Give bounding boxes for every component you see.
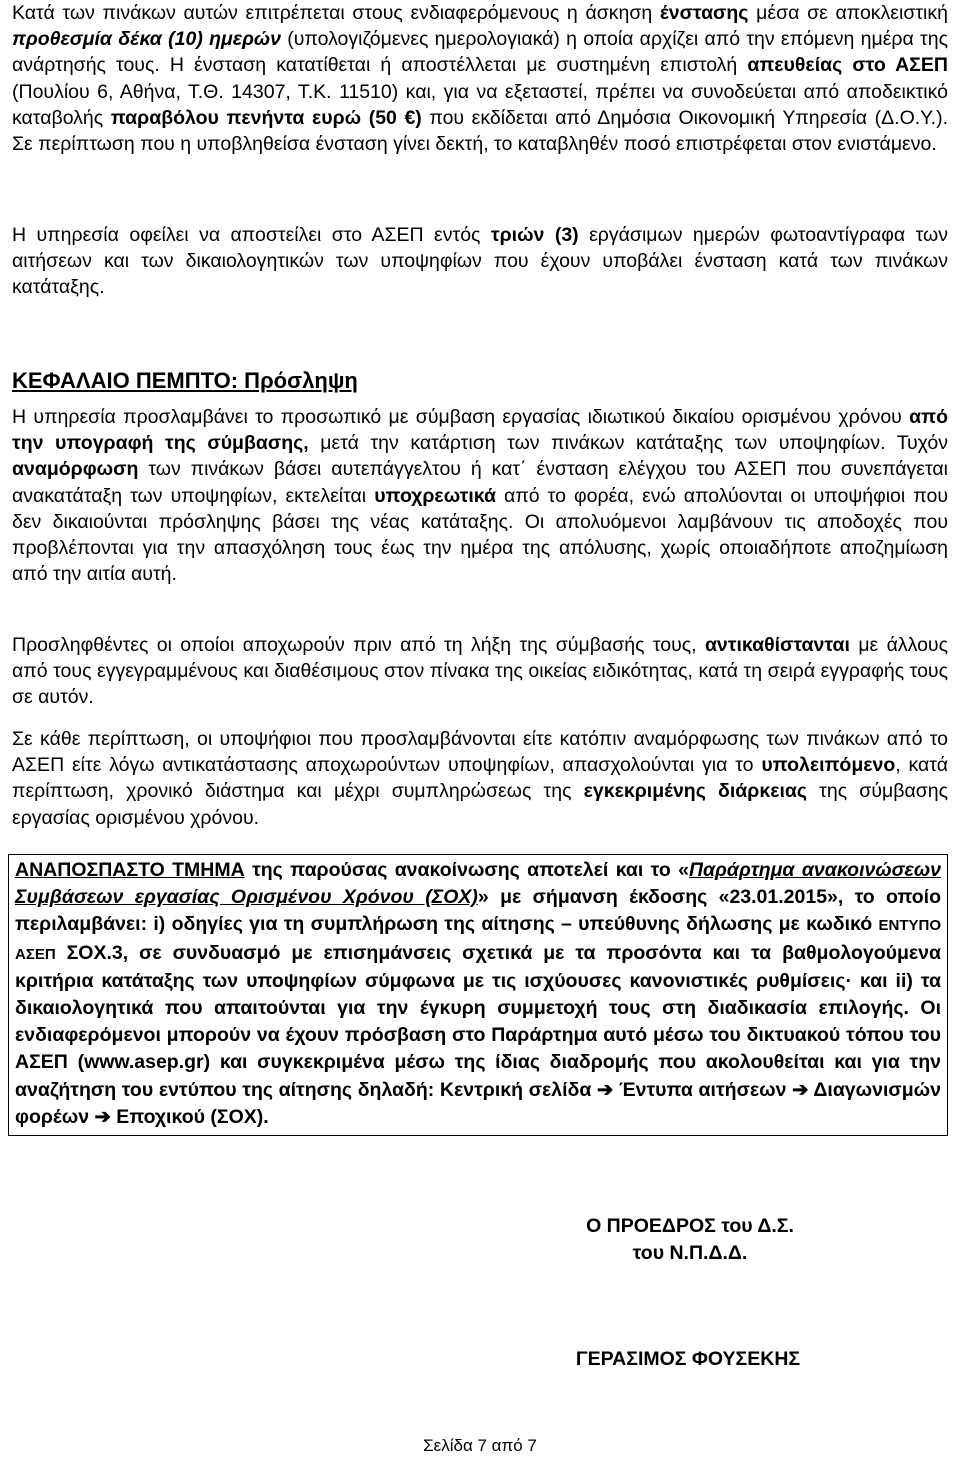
signature-entity: του Ν.Π.Δ.Δ.: [632, 1242, 748, 1264]
text-run: Η υπηρεσία οφείλει να αποστείλει στο ΑΣΕΠ εντός: [12, 224, 491, 246]
signature-title: Ο ΠΡΟΕΔΡΟΣ του Δ.Σ.: [586, 1215, 794, 1237]
text-run: εργάσιμων ημερών φωτοαντίγραφα των αιτήσεων και των δικαιολογητικών των υποψηφίων που έχουν υποβάλει ένσταση κατά των πινάκων κατάταξης.: [12, 224, 949, 299]
duration-paragraph: [12, 726, 948, 831]
form-code-text: ΕΝΤΥΠΟ ΑΣΕΠ: [15, 917, 941, 963]
text-run: μετά την κατάρτιση των πινάκων κατάταξης των υποψηφίων. Τυχόν: [308, 432, 948, 455]
text-run: Διαγωνισμών φορέων: [15, 1078, 941, 1128]
bold-text: αντικαθίστανται: [704, 634, 850, 656]
arrow-right-icon: ➔: [597, 1078, 614, 1101]
underlined-text: ΑΝΑΠΟΣΠΑΣΤΟ ΤΜΗΜΑ: [15, 859, 245, 881]
chapter-heading: ΚΕΦΑΛΑΙΟ ΠΕΜΠΤΟ: Πρόσληψη: [12, 368, 358, 393]
text-run: (Πουλίου 6, Αθήνα, Τ.Θ. 14307, Τ.Κ. 11510) και, για να εξεταστεί, πρέπει να συνοδεύεται από αποδεικτικό καταβολής: [12, 80, 948, 129]
text-run: , κατά περίπτωση, χρονικό διάστημα και μέχρι συμπληρώσεως της: [12, 754, 948, 803]
text-run: Σε κάθε περίπτωση, οι υποψήφιοι που προσλαμβάνονται είτε κατόπιν αναμόρφωσης των πινάκων από το ΑΣΕΠ είτε λόγω αντικατάστασης αποχωρούντων υποψηφίων, απασχολούνται για το: [12, 728, 948, 777]
text-run: από το φορέα, ενώ απολύονται οι υποψήφιοι που δεν δικαιούνται πρόσληψης βάσει της νέας κατάταξης. Οι απολυόμενοι λαμβάνουν τις αποδοχές που προβλέπονται για την απασχόληση τους έως την ημέρα της απόλυσης, χωρίς οποιαδήποτε αποζημίωση από την αιτία αυτή.: [12, 484, 948, 586]
bold-text: υπολειπόμενο: [761, 754, 896, 777]
text-run: Κατά των πινάκων αυτών επιτρέπεται στους ενδιαφερόμενους η άσκηση: [12, 2, 660, 24]
service-obligation-paragraph: [12, 222, 948, 301]
replacement-paragraph: [12, 632, 948, 711]
bold-text: τριών (3): [490, 224, 579, 246]
text-run: της παρούσας ανακοίνωσης αποτελεί και το «: [244, 859, 689, 881]
text-run: Έντυπα αιτήσεων: [613, 1078, 793, 1101]
bold-text: από την υπογραφή της σύμβασης,: [12, 406, 948, 455]
text-run: Προσληφθέντες οι οποίοι αποχωρούν πριν από τη λήξη της σύμβασής τους,: [12, 634, 705, 656]
bold-text: αναμόρφωση: [12, 458, 139, 481]
hiring-paragraph: [12, 404, 948, 587]
annex-notice-box: [8, 854, 948, 1136]
bold-text: παραβόλου πενήντα ευρώ (50 €): [110, 106, 422, 129]
text-run: ΣΟΧ.3, σε συνδυασμό με επισημάνσεις σχετικά με τα προσόντα και τα βαθμολογούμενα κριτήρια κατάταξης των υποψηφίων σύμφωνα με τις ισχύουσες κανονιστικές ρυθμίσεις· και ii) τα δικαιολογητικά που απαιτούνται για την έγκυρη συμμετοχή τους στη διαδικασία επιλογής. Οι ενδιαφερόμενοι μπορούν να έχουν πρόσβαση στο Παράρτημα αυτό μέσω του δικτυακού τόπου του ΑΣΕΠ (www.asep.gr) και συγκεκριμένα μέσω της ίδιας διαδρομής που ακολουθείται και για την αναζήτηση του εντύπου της αίτησης δηλαδή: Κεντρική σελίδα: [15, 941, 941, 1101]
bold-text: ένστασης: [659, 2, 749, 24]
annex-title-text: Παράρτημα ανακοινώσεων Συμβάσεων εργασίας Ορισμένου Χρόνου (ΣΟΧ): [15, 859, 941, 909]
text-run: Εποχικού (ΣΟΧ).: [110, 1105, 269, 1128]
signature-name: ΓΕΡΑΣΙΜΟΣ ΦΟΥΣΕΚΗΣ: [575, 1348, 801, 1370]
text-run: » με σήμανση έκδοσης «23.01.2015», το οποίο περιλαμβάνει: i) οδηγίες για τη συμπλήρωση της αίτησης – υπεύθυνης δήλωσης με κωδικό: [15, 886, 941, 936]
text-run: με άλλους από τους εγγεγραμμένους και διαθέσιμους στον πίνακα της οικείας ειδικότητας, κατά τη σειρά εγγραφής τους σε αυτόν.: [12, 634, 948, 709]
arrow-right-icon: ➔: [94, 1105, 111, 1128]
objection-paragraph: [12, 0, 948, 157]
text-run: που εκδίδεται από Δημόσια Οικονομική Υπηρεσία (Δ.Ο.Υ.). Σε περίπτωση που η υποβληθείσα ένσταση γίνει δεκτή, το καταβληθέν ποσό επιστρέφεται στον ενιστάμενο.: [12, 106, 949, 156]
bold-text: εγκεκριμένης διάρκειας: [583, 780, 807, 803]
bold-text: απευθείας στο ΑΣΕΠ: [747, 54, 948, 77]
bold-text: υποχρεωτικά: [374, 484, 496, 507]
page-number: Σελίδα 7 από 7: [423, 1436, 537, 1455]
text-run: Η υπηρεσία προσλαμβάνει το προσωπικό με σύμβαση εργασίας ιδιωτικού δικαίου ορισμένου χρόνου: [12, 406, 910, 428]
text-run: της σύμβασης εργασίας ορισμένου χρόνου.: [12, 780, 948, 829]
arrow-right-icon: ➔: [792, 1078, 809, 1101]
text-run: των πινάκων βάσει αυτεπάγγελτου ή κατ΄ ένσταση ελέγχου του ΑΣΕΠ που συνεπάγεται ανακατάταξη των υποψηφίων, εκτελείται: [12, 458, 948, 507]
bold-italic-text: προθεσμία δέκα (10) ημερών: [12, 28, 281, 51]
text-run: μέσα σε αποκλειστική: [748, 2, 948, 24]
text-run: (υπολογιζόμενες ημερολογιακά) η οποία αρχίζει από την επόμενη ημέρα της ανάρτησής τους. Η ένσταση κατατίθεται ή αποστέλλεται με συστημένη επιστολή: [12, 28, 948, 77]
